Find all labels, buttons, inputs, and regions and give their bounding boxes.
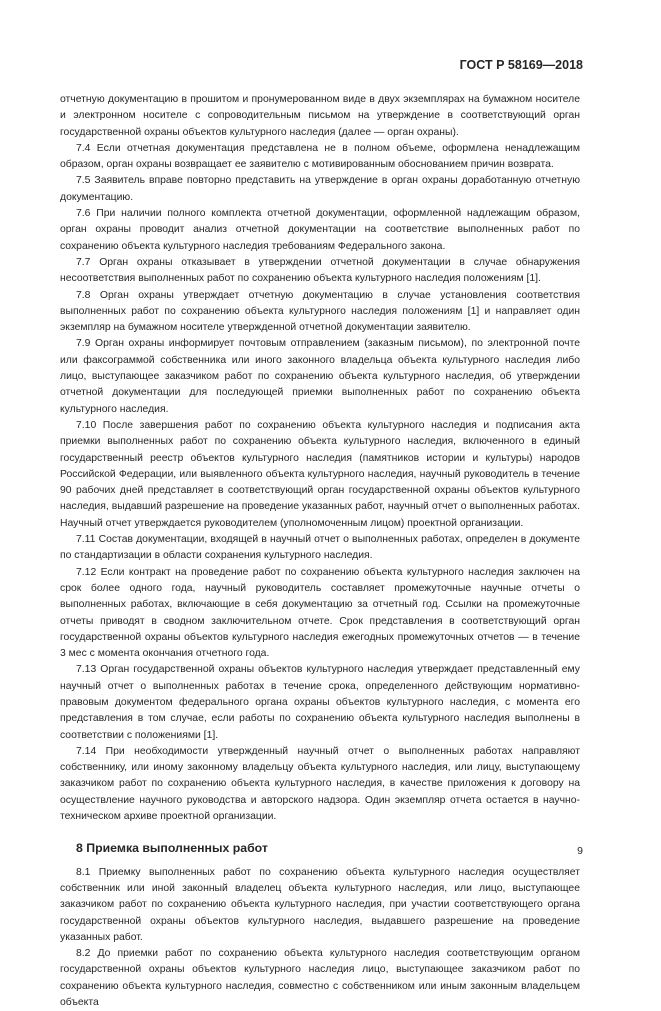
- paragraph-7-9: 7.9 Орган охраны информирует почтовым отправлением (заказным письмом), по электронной почте или факсограммой собственника или иного законного владельца объекта культурного наследия либо лицо, выступающее заказчиком работ по сохранению объекта культурного наследия, об утверждении отчетной документации для последующей приемки выполненных работ по сохранению объекта культурного наследия.: [60, 338, 580, 415]
- paragraph-8-2: 8.2 До приемки работ по сохранению объекта культурного наследия соответствующим органом государственной охраны объектов культурного наследия лицо, выступающее заказчиком работ по сохранению объекта культурного наследия, совместно с собственником или иным законным владельцем объекта: [60, 948, 580, 1009]
- paragraph-7-14: 7.14 При необходимости утвержденный научный отчет о выполненных работах направляют собственнику, или иному законному владельцу объекта культурного наследия, или лицу, выступающему заказчиком работ по сохранению объекта культурного наследия, в качестве приложения к договору на осуществление научного руководства и авторского надзора. Один экземпляр отчета остается в научно-техническом архиве проектной организации.: [60, 745, 580, 823]
- paragraph-8-1: 8.1 Приемку выполненных работ по сохранению объекта культурного наследия осуществляет собственник или иной законный владелец объекта культурного наследия, или лицо, выступающее заказчиком работ по сохранению объекта культурного наследия, при участии соответствующего органа государственной охраны объектов культурного наследия, выдавшего разрешение на проведение указанных работ.: [60, 866, 580, 943]
- paragraph-7-12: 7.12 Если контракт на проведение работ по сохранению объекта культурного наследия заключен на срок более одного года, научный руководитель составляет промежуточные научные отчеты о выполненных работах, включающие в себя документацию за отчетный год. Ссылки на промежуточные отчеты приводят в сводном заключительном отчете. Срок представления в соответствующий орган государственной охраны объектов культурного наследия ежегодных промежуточных отчетов — в течение 3 мес с момента окончания отчетного года.: [60, 566, 580, 660]
- document-body: [60, 92, 580, 1011]
- paragraph-7-13: 7.13 Орган государственной охраны объектов культурного наследия утверждает представленный ему научный отчет о выполненных работах в течение срока, определенного действующим нормативно-правовым документом федерального органа охраны объектов культурного наследия, с момента его представления в том случае, если работы по сохранению объекта культурного наследия выполнены в соответствии с положениями [1].: [60, 664, 580, 741]
- paragraph-7-5: 7.5 Заявитель вправе повторно представить на утверждение в орган охраны доработанную отчетную документацию.: [60, 175, 580, 203]
- section-8-heading: 8 Приемка выполненных работ: [76, 841, 268, 856]
- paragraph-7-7: 7.7 Орган охраны отказывает в утверждении отчетной документации в случае обнаружения несоответствия выполненных работ по сохранению объекта культурного наследия положениям [1].: [60, 256, 580, 285]
- document-code: ГОСТ Р 58169—2018: [459, 58, 583, 72]
- paragraph-7-6: 7.6 При наличии полного комплекта отчетной документации, оформленной надлежащим образом, орган охраны проводит анализ отчетной документации на соответствие выполненных работ по сохранению объекта культурного наследия требованиям Федерального закона.: [60, 208, 580, 252]
- paragraph-7-4: 7.4 Если отчетная документация представлена не в полном объеме, оформлена ненадлежащим образом, орган охраны возвращает ее заявителю с мотивированным обоснованием причин возврата.: [60, 142, 580, 171]
- paragraph-7-8: 7.8 Орган охраны утверждает отчетную документацию в случае установления соответствия выполненных работ по сохранению объекта культурного наследия положениям [1] и направляет один экземпляр на бумажном носителе утвержденной отчетной документации заявителю.: [60, 289, 580, 334]
- paragraph-7-10: 7.10 После завершения работ по сохранению объекта культурного наследия и подписания акта приемки выполненных работ по сохранению объекта культурного наследия, включенного в единый государственный реестр объектов культурного наследия (памятников истории и культуры) народов Российской Федерации, или выявленного объекта культурного наследия, научный руководитель в течение 90 рабочих дней представляет в соответствующий орган государственной охраны объектов культурного наследия, выдавший разрешение на проведение указанных работ, научный отчет о выполненных работах. Научный отчет утверждается руководителем (уполномоченным лицом) проектной организации.: [60, 419, 580, 529]
- paragraph-continuation: отчетную документацию в прошитом и пронумерованном виде в двух экземплярах на бумажном носителе и электронном носителе с сопроводительным письмом на утверждение в соответствующий орган государственной охраны объектов культурного наследия (далее — орган охраны).: [60, 94, 580, 138]
- page-number: 9: [577, 845, 583, 857]
- paragraph-7-11: 7.11 Состав документации, входящей в научный отчет о выполненных работах, определен в документе по стандартизации в области сохранения культурного наследия.: [60, 534, 580, 562]
